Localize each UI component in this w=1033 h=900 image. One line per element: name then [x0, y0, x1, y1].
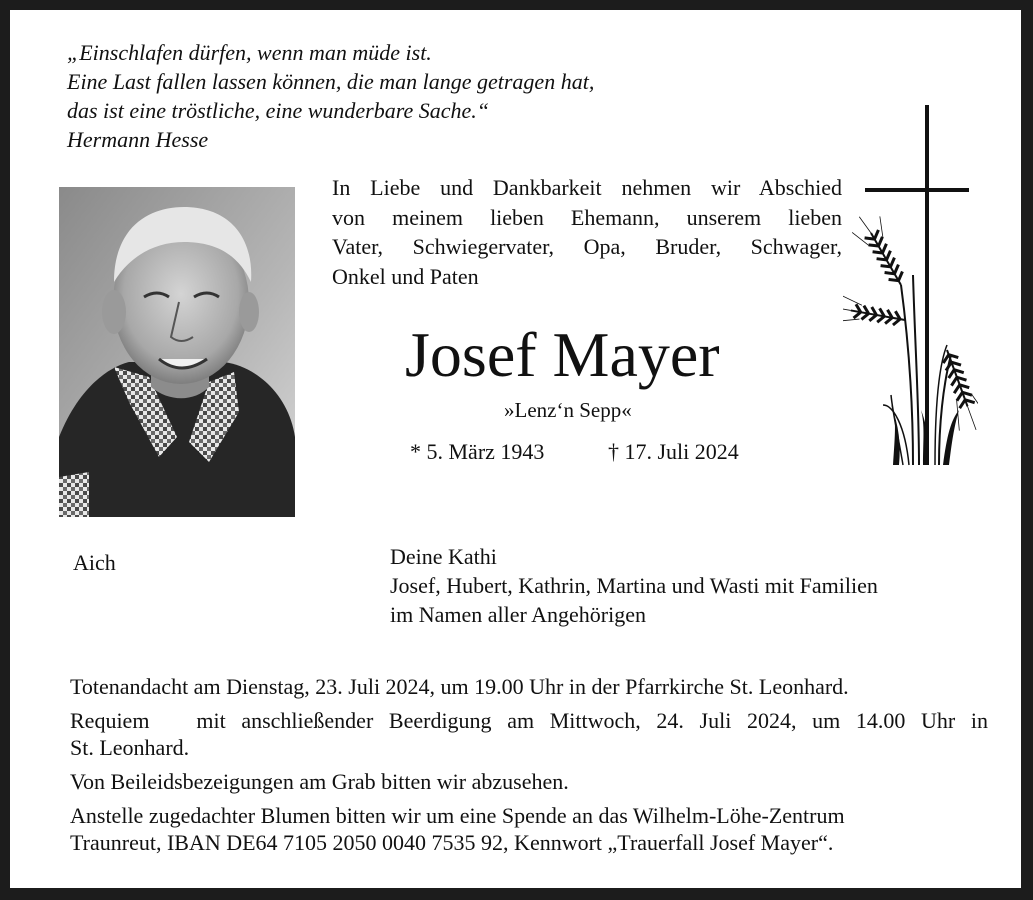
intro-line-3: Vater, Schwiegervater, Opa, Bruder, Schwager, [332, 234, 842, 259]
mourner-line-2: Josef, Hubert, Kathrin, Martina und Wasti mit Familien [390, 573, 878, 598]
intro-line-1: In Liebe und Dankbarkeit nehmen wir Abschied [332, 175, 842, 200]
death-date: † 17. Juli 2024 [608, 439, 739, 464]
condolences-note: Von Beileidsbezeigungen am Grab bitten wir abzusehen. [70, 769, 569, 794]
portrait-photo [59, 187, 295, 517]
deceased-nickname: »Lenz‘n Sepp« [504, 398, 632, 422]
donation-note-line-1: Anstelle zugedachter Blumen bitten wir um eine Spende an das Wilhelm-Löhe-Zentrum [70, 803, 845, 828]
deceased-name: Josef Mayer [405, 319, 720, 390]
mourners-list [390, 542, 878, 629]
birth-date: * 5. März 1943 [410, 439, 545, 464]
requiem-note-line-2: St. Leonhard. [70, 735, 190, 760]
intro-line-2: von meinem lieben Ehemann, unserem lieben [332, 204, 842, 230]
intro-text [332, 173, 842, 291]
donation-note-line-2: Traunreut, IBAN DE64 7105 2050 0040 7535 92, Kennwort „Trauerfall Josef Mayer“. [70, 830, 834, 855]
hesse-quote [67, 38, 594, 154]
intro-line-4: Onkel und Paten [332, 263, 479, 289]
cross-with-wheat-icon [843, 105, 978, 480]
quote-line-1: „Einschlafen dürfen, wenn man müde ist. [67, 40, 432, 65]
mourner-line-1: Deine Kathi [390, 544, 497, 569]
vigil-note: Totenandacht am Dienstag, 23. Juli 2024, um 19.00 Uhr in der Pfarrkirche St. Leonhard. [70, 674, 849, 699]
obituary-notice [10, 10, 1021, 888]
quote-line-3: das ist eine tröstliche, eine wunderbare Sache.“ [67, 98, 490, 123]
quote-author: Hermann Hesse [67, 127, 209, 152]
service-notes [70, 673, 988, 856]
place-name: Aich [73, 550, 116, 575]
mourner-line-3: im Namen aller Angehörigen [390, 602, 646, 627]
requiem-note-line-1: Requiem mit anschließender Beerdigung am Mittwoch, 24. Juli 2024, um 14.00 Uhr in [70, 708, 988, 733]
quote-line-2: Eine Last fallen lassen können, die man lange getragen hat, [67, 69, 595, 94]
